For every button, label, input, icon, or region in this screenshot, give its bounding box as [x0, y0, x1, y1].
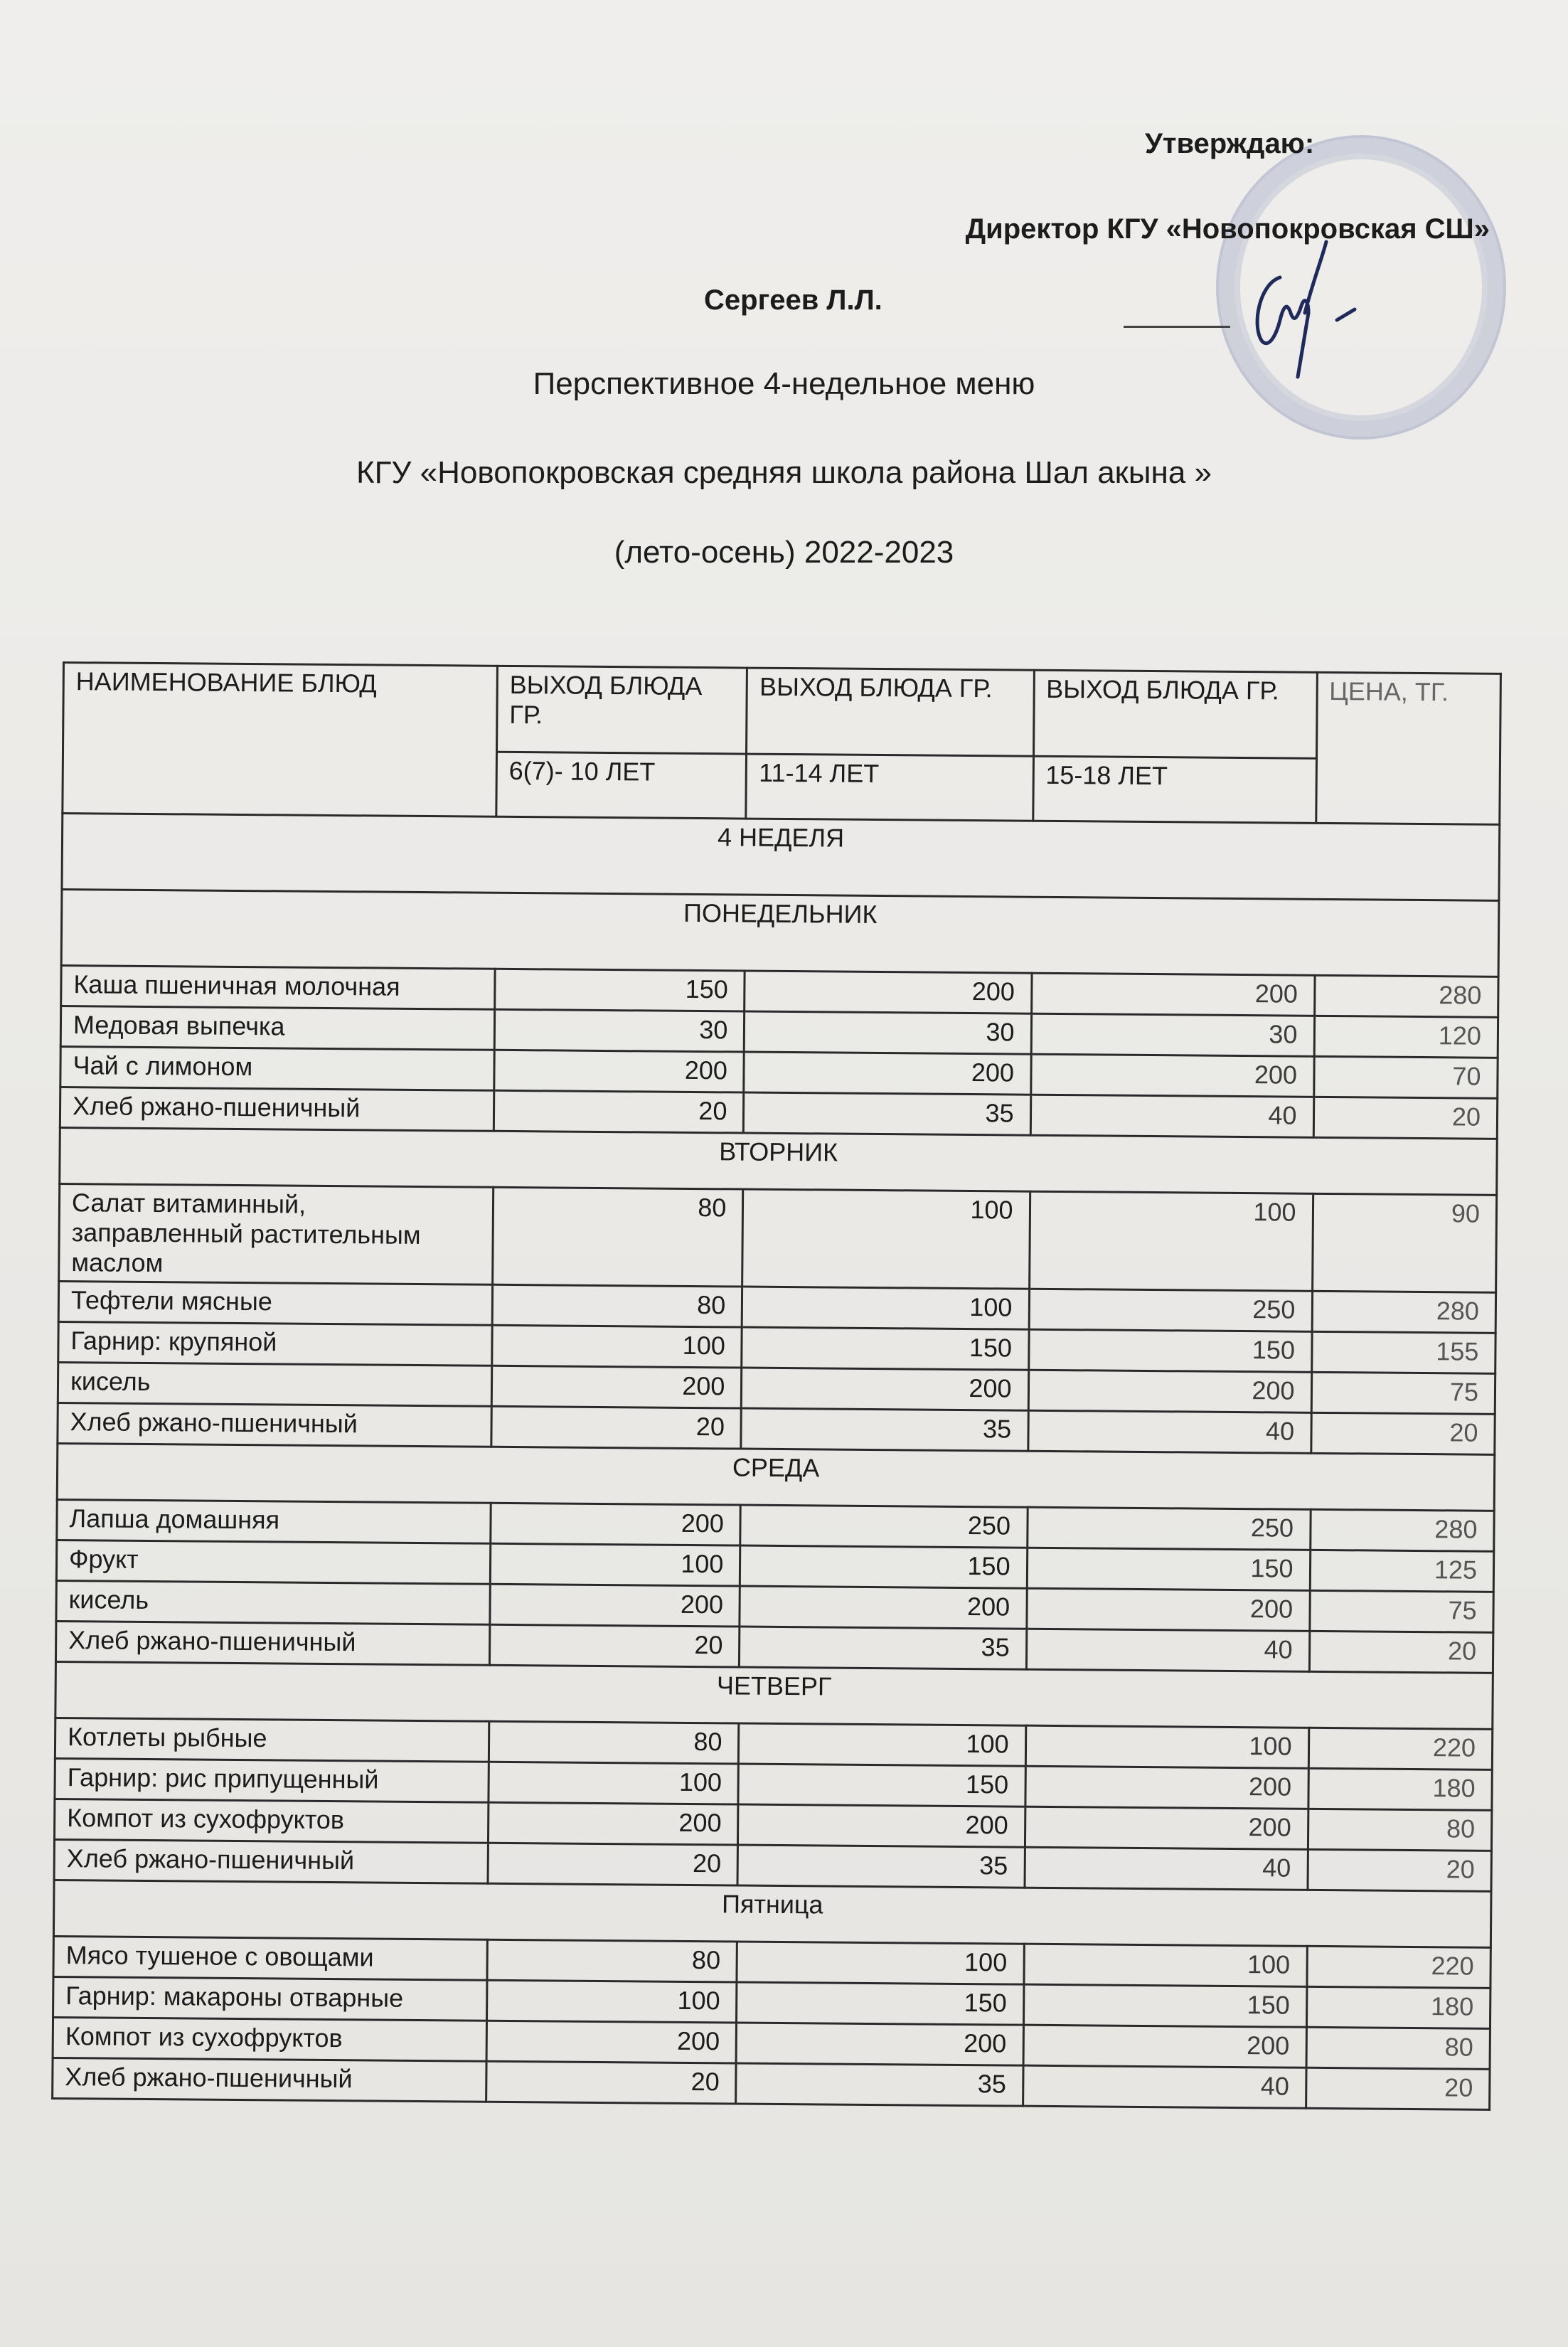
yield-age-3: 30	[1031, 1013, 1314, 1056]
menu-table	[51, 661, 1502, 2111]
day-row	[61, 890, 1499, 977]
yield-age-1: 200	[486, 2021, 737, 2063]
price: 280	[1310, 1509, 1494, 1551]
dish-name: кисель	[56, 1580, 490, 1624]
week-row	[62, 814, 1500, 901]
table-header-row	[63, 663, 1501, 760]
dish-name: Хлеб ржано-пшеничный	[58, 1403, 491, 1447]
yield-age-3: 100	[1029, 1191, 1313, 1291]
yield-age-2: 100	[739, 1723, 1026, 1766]
yield-age-2: 30	[745, 1011, 1032, 1054]
yield-age-3: 200	[1023, 2025, 1306, 2067]
dish-name: Гарнир: рис припущенный	[55, 1758, 489, 1802]
dish-name: Компот из сухофруктов	[53, 2017, 486, 2061]
yield-age-1: 20	[491, 1406, 742, 1449]
dish-name: Гарнир: крупяной	[58, 1321, 492, 1366]
yield-age-1: 20	[488, 1843, 738, 1885]
yield-age-3: 250	[1029, 1289, 1312, 1331]
dish-name: Гарнир: макароны отварные	[53, 1976, 487, 2021]
yield-age-1: 200	[494, 1050, 745, 1092]
signature-line	[1124, 326, 1230, 328]
yield-age-3: 200	[1025, 1806, 1308, 1849]
price: 75	[1311, 1372, 1495, 1414]
dish-name: Хлеб ржано-пшеничный	[60, 1087, 494, 1131]
dish-name: Хлеб ржано-пшеничный	[53, 2058, 486, 2102]
day-label-tuesday: ВТОРНИК	[60, 1127, 1498, 1195]
yield-age-2: 150	[740, 1545, 1028, 1588]
school-name: КГУ «Новопокровская средняя школа района Шал акына »	[356, 455, 1212, 490]
dish-name: Медовая выпечка	[60, 1006, 494, 1050]
price: 180	[1308, 1768, 1492, 1810]
yield-age-3: 40	[1026, 1629, 1309, 1671]
week-label: 4 НЕДЕЛЯ	[62, 814, 1500, 901]
yield-age-1: 80	[489, 1721, 739, 1764]
yield-age-3: 200	[1028, 1370, 1311, 1412]
yield-age-3: 200	[1031, 973, 1314, 1016]
header-age-3: 15-18 ЛЕТ	[1033, 756, 1316, 823]
dish-name: Компот из сухофруктов	[54, 1799, 488, 1843]
dish-name: Мясо тушеное с овощами	[53, 1936, 487, 1980]
header-price: ЦЕНА, ТГ.	[1316, 672, 1500, 824]
header-yield-1: ВЫХОД БЛЮДА ГР.	[496, 666, 747, 754]
yield-age-1: 100	[486, 1980, 737, 2023]
day-label-friday: Пятница	[53, 1880, 1491, 1947]
dish-name: Чай с лимоном	[60, 1046, 494, 1090]
yield-age-3: 40	[1030, 1095, 1313, 1137]
price: 20	[1309, 1631, 1493, 1673]
yield-age-3: 150	[1023, 1984, 1306, 2027]
yield-age-2: 100	[742, 1189, 1030, 1289]
yield-age-3: 250	[1027, 1507, 1310, 1550]
yield-age-1: 100	[490, 1543, 740, 1586]
price: 20	[1313, 1097, 1498, 1139]
yield-age-1: 200	[490, 1584, 740, 1627]
price: 125	[1310, 1550, 1494, 1592]
price: 20	[1311, 1412, 1495, 1454]
dish-name: Каша пшеничная молочная	[61, 965, 495, 1009]
yield-age-1: 100	[489, 1762, 739, 1804]
yield-age-1: 30	[494, 1009, 745, 1052]
yield-age-2: 200	[736, 2023, 1023, 2065]
price: 280	[1314, 975, 1498, 1017]
yield-age-2: 35	[737, 1845, 1025, 1888]
dish-name: Хлеб ржано-пшеничный	[54, 1839, 488, 1883]
signer-name: Сергеев Л.Л.	[704, 284, 882, 316]
document-title: Перспективное 4-недельное меню	[533, 366, 1035, 401]
yield-age-1: 200	[488, 1802, 738, 1845]
yield-age-2: 35	[740, 1627, 1027, 1669]
yield-age-2: 250	[740, 1505, 1028, 1548]
dish-name: Котлеты рыбные	[55, 1718, 489, 1762]
header-dish-name: НАИМЕНОВАНИЕ БЛЮД	[63, 663, 498, 817]
yield-age-2: 150	[737, 1982, 1024, 2025]
director-line: Директор КГУ «Новопокровская СШ»	[965, 213, 1490, 245]
yield-age-2: 35	[741, 1408, 1028, 1451]
price: 80	[1306, 2027, 1490, 2069]
yield-age-1: 80	[493, 1187, 744, 1287]
yield-age-2: 200	[745, 971, 1032, 1013]
dish-name: Тефтели мясные	[58, 1281, 492, 1325]
price: 90	[1312, 1193, 1497, 1292]
yield-age-2: 100	[742, 1287, 1030, 1329]
day-label-monday: ПОНЕДЕЛЬНИК	[61, 890, 1499, 977]
header-yield-2: ВЫХОД БЛЮДА ГР.	[747, 668, 1034, 756]
yield-age-3: 200	[1025, 1766, 1308, 1809]
yield-age-3: 100	[1023, 1944, 1306, 1986]
price: 220	[1306, 1946, 1490, 1988]
header-age-2: 11-14 ЛЕТ	[746, 754, 1033, 821]
yield-age-1: 20	[486, 2061, 737, 2104]
yield-age-1: 200	[491, 1503, 741, 1545]
day-label-thursday: ЧЕТВЕРГ	[55, 1661, 1493, 1729]
dish-name: кисель	[58, 1362, 491, 1406]
yield-age-2: 35	[744, 1092, 1031, 1135]
yield-age-2: 200	[744, 1052, 1031, 1095]
yield-age-2: 200	[742, 1368, 1029, 1410]
yield-age-2: 150	[742, 1327, 1029, 1370]
yield-age-3: 40	[1025, 1847, 1308, 1890]
yield-age-3: 40	[1028, 1410, 1311, 1453]
dish-name: Фрукт	[56, 1540, 490, 1584]
dish-name: Салат витаминный, заправленный растительным маслом	[59, 1183, 494, 1284]
yield-age-1: 20	[489, 1624, 740, 1667]
yield-age-2: 100	[737, 1942, 1024, 1984]
yield-age-1: 80	[487, 1939, 737, 1982]
dish-name: Лапша домашняя	[57, 1499, 491, 1543]
approval-label: Утверждаю:	[1145, 128, 1315, 159]
price: 70	[1313, 1056, 1498, 1098]
header-age-1: 6(7)- 10 ЛЕТ	[496, 752, 747, 819]
price: 20	[1306, 2067, 1490, 2109]
price: 280	[1312, 1291, 1496, 1333]
yield-age-2: 150	[738, 1764, 1025, 1806]
yield-age-2: 200	[740, 1586, 1027, 1629]
header-yield-3: ВЫХОД БЛЮДА ГР.	[1033, 670, 1317, 758]
day-label-wednesday: СРЕДА	[57, 1443, 1495, 1511]
price: 220	[1308, 1728, 1493, 1769]
yield-age-2: 200	[738, 1804, 1025, 1847]
yield-age-1: 150	[495, 969, 745, 1011]
yield-age-3: 200	[1026, 1588, 1309, 1631]
yield-age-1: 100	[492, 1325, 742, 1368]
yield-age-2: 35	[736, 2063, 1023, 2106]
price: 80	[1308, 1809, 1492, 1851]
season-period: (лето-осень) 2022-2023	[614, 535, 954, 570]
price: 180	[1306, 1986, 1490, 2028]
yield-age-3: 150	[1027, 1548, 1310, 1590]
price: 20	[1308, 1849, 1492, 1891]
yield-age-1: 20	[494, 1090, 744, 1133]
yield-age-1: 80	[492, 1284, 742, 1327]
table-row	[59, 1183, 1497, 1292]
yield-age-3: 40	[1023, 2065, 1306, 2108]
price: 75	[1309, 1590, 1493, 1632]
price: 155	[1311, 1331, 1495, 1373]
dish-name: Хлеб ржано-пшеничный	[55, 1621, 489, 1665]
yield-age-1: 200	[491, 1366, 742, 1408]
yield-age-3: 100	[1025, 1725, 1308, 1768]
yield-age-3: 200	[1030, 1054, 1313, 1097]
price: 120	[1314, 1016, 1498, 1058]
yield-age-3: 150	[1028, 1329, 1311, 1372]
